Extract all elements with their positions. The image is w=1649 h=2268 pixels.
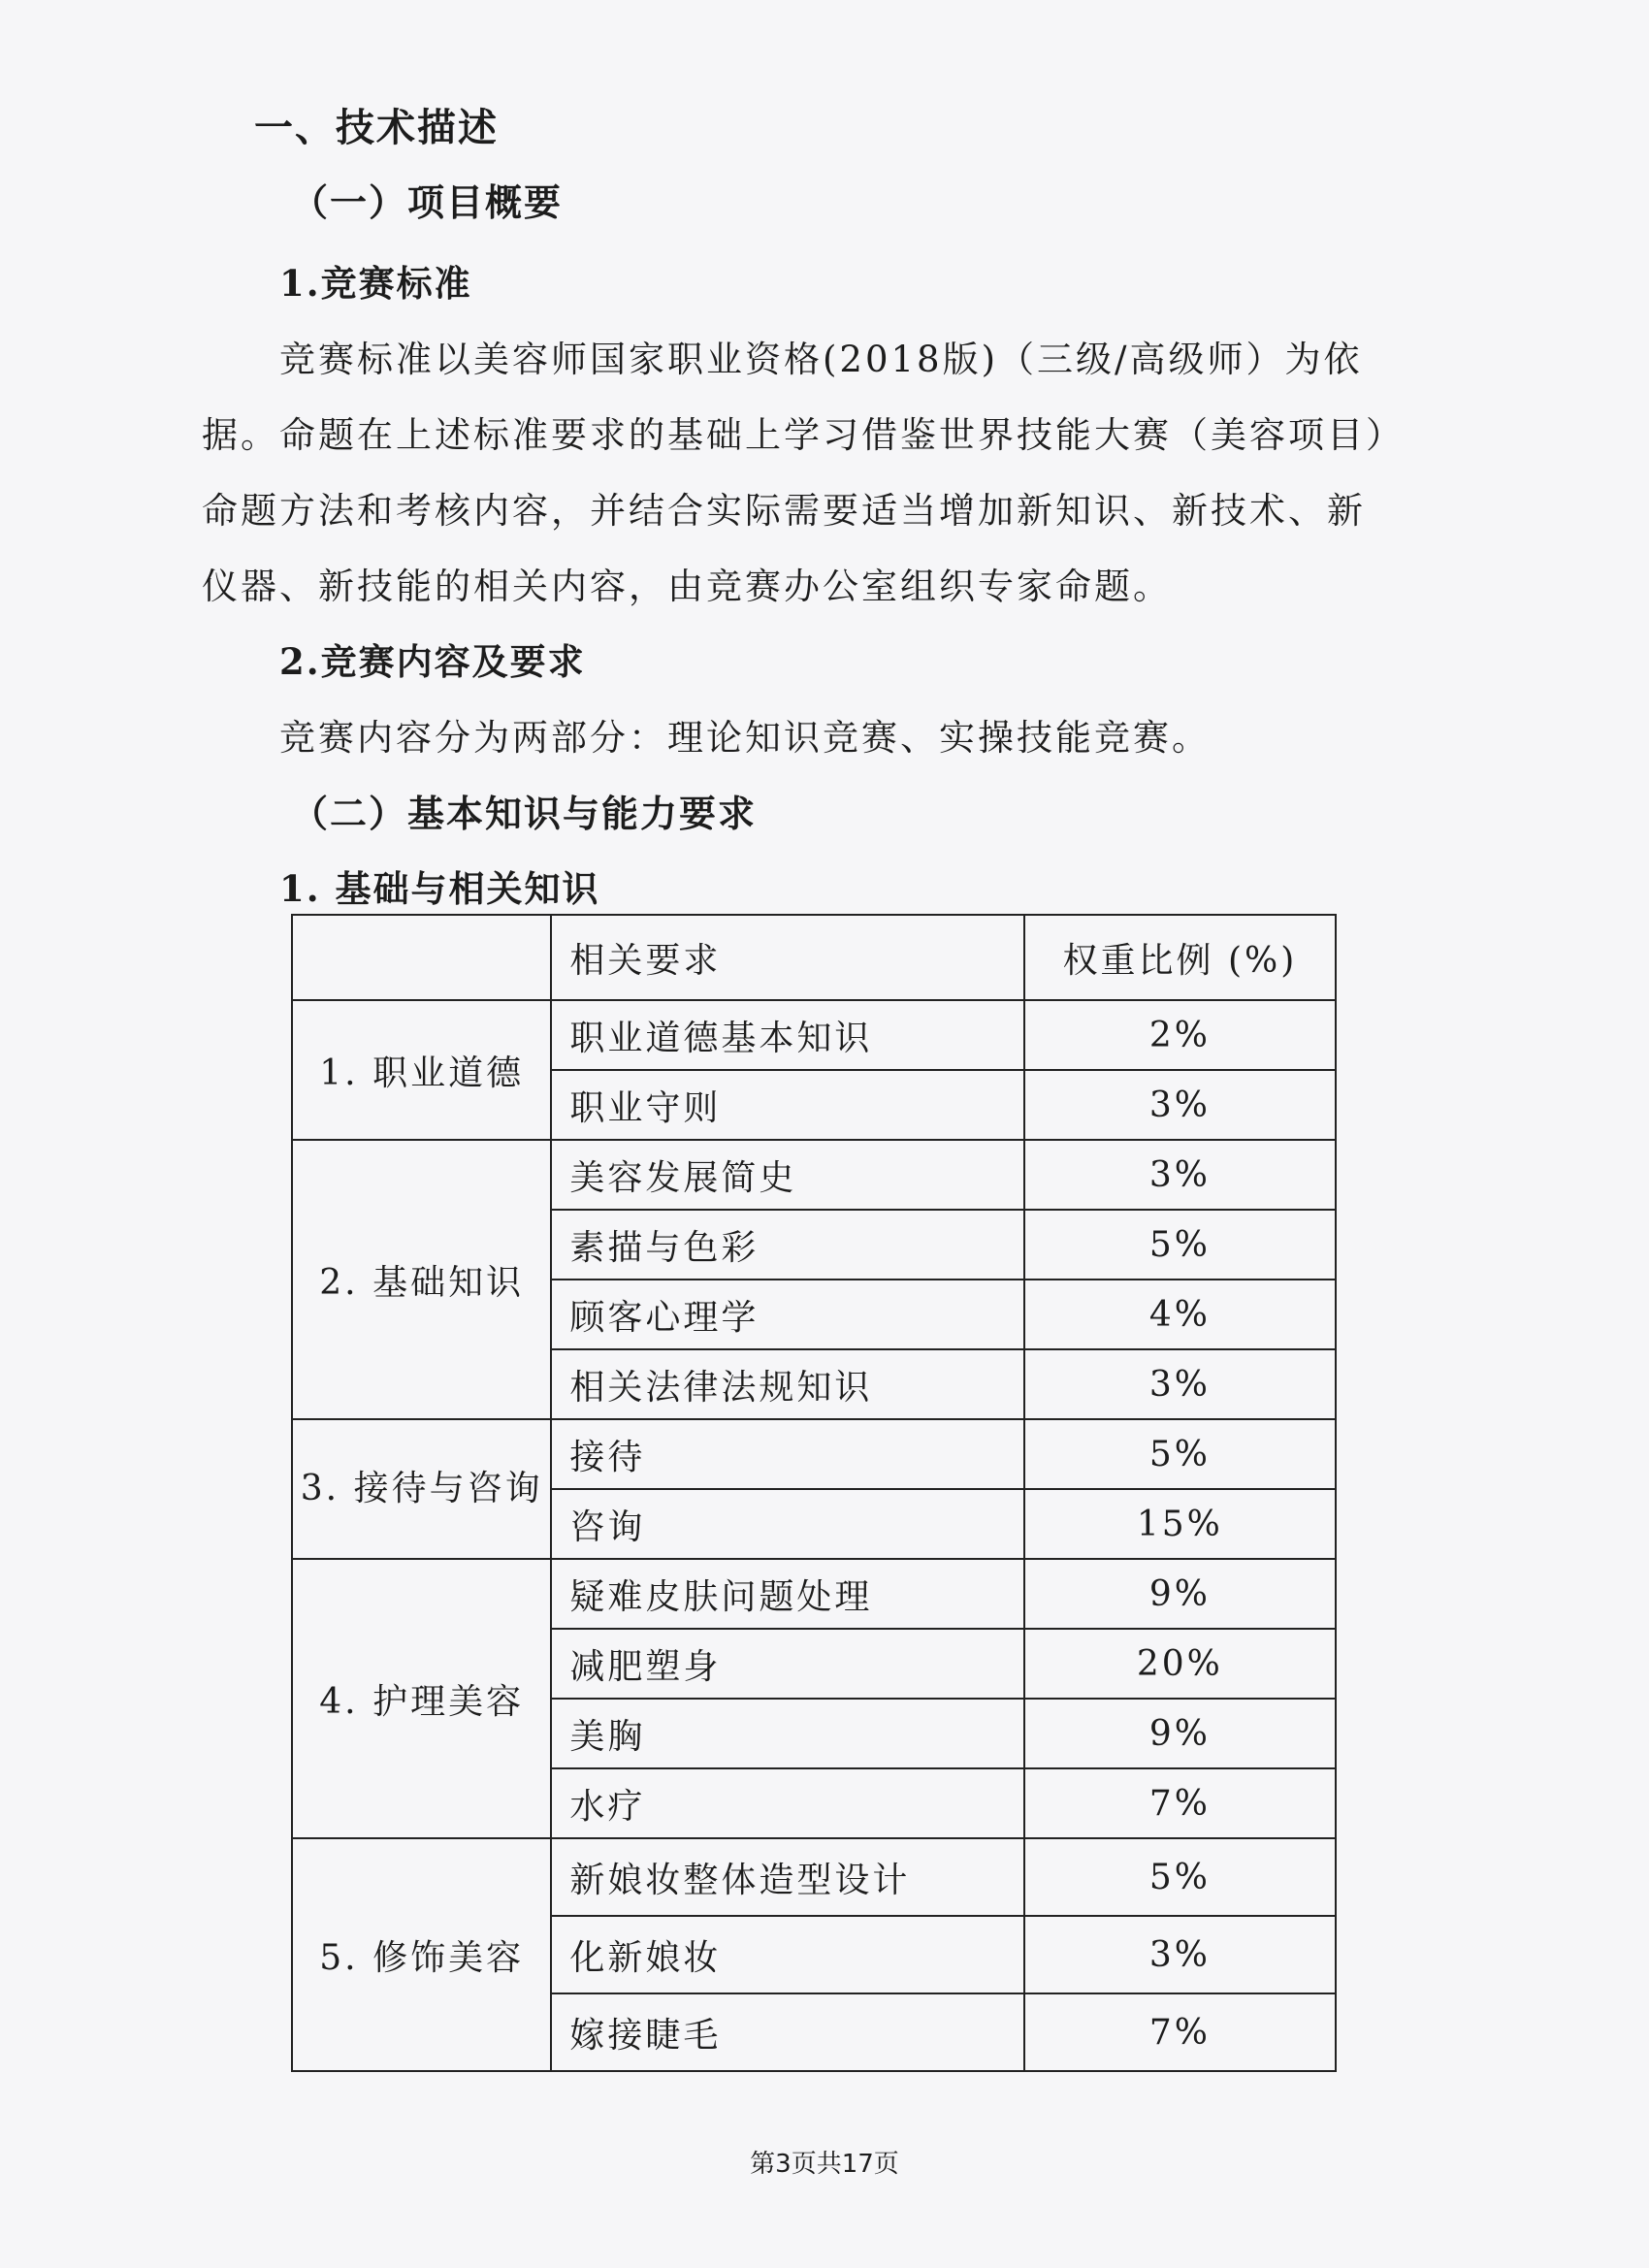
table-weight-cell: 3% — [1024, 1916, 1336, 1993]
table-header-weight: 权重比例 (%) — [1024, 915, 1336, 1000]
table-weight-cell: 7% — [1024, 1993, 1336, 2071]
table-header-category — [292, 915, 551, 1000]
table-category-cell: 1. 职业道德 — [292, 1000, 551, 1140]
page-footer: 第3页共17页 — [750, 2150, 899, 2179]
table-row — [292, 1140, 1336, 1210]
table-weight-cell: 3% — [1024, 1140, 1336, 1210]
table-requirement-cell: 素描与色彩 — [551, 1210, 1023, 1280]
table-weight-cell: 9% — [1024, 1699, 1336, 1768]
paragraph-line-4: 仪器、新技能的相关内容，由竞赛办公室组织专家命题。 — [202, 566, 1172, 607]
table-weight-cell: 3% — [1024, 1349, 1336, 1419]
table-requirement-cell: 接待 — [551, 1419, 1023, 1489]
table-row — [292, 1419, 1336, 1489]
table-requirement-cell: 新娘妆整体造型设计 — [551, 1838, 1023, 1916]
table-weight-cell: 15% — [1024, 1489, 1336, 1559]
paragraph-line-1: 竞赛标准以美容师国家职业资格(2018版)（三级/高级师）为依 — [279, 339, 1363, 380]
table-category-cell: 4. 护理美容 — [292, 1559, 551, 1838]
table-category-cell: 2. 基础知识 — [292, 1140, 551, 1419]
table-row — [292, 1838, 1336, 1916]
heading-competition-standard: 1.竞赛标准 — [279, 262, 472, 305]
requirements-table — [291, 914, 1337, 2072]
table-row — [292, 1000, 1336, 1070]
table-requirement-cell: 美胸 — [551, 1699, 1023, 1768]
table-requirement-cell: 职业守则 — [551, 1070, 1023, 1140]
table-weight-cell: 2% — [1024, 1000, 1336, 1070]
table-weight-cell: 5% — [1024, 1419, 1336, 1489]
table-requirement-cell: 职业道德基本知识 — [551, 1000, 1023, 1070]
heading-competition-content: 2.竞赛内容及要求 — [279, 640, 586, 683]
table-requirement-cell: 顾客心理学 — [551, 1280, 1023, 1349]
table-header-requirement: 相关要求 — [551, 915, 1023, 1000]
table-weight-cell: 4% — [1024, 1280, 1336, 1349]
heading-technical-description: 一、技术描述 — [254, 106, 499, 150]
table-requirement-cell: 减肥塑身 — [551, 1629, 1023, 1699]
table-weight-cell: 7% — [1024, 1768, 1336, 1838]
table-requirement-cell: 水疗 — [551, 1768, 1023, 1838]
heading-basic-knowledge: 1. 基础与相关知识 — [279, 867, 600, 910]
table-row — [292, 1559, 1336, 1629]
heading-project-overview: （一）项目概要 — [291, 181, 564, 224]
table-requirement-cell: 咨询 — [551, 1489, 1023, 1559]
table-header-row — [292, 915, 1336, 1000]
heading-knowledge-requirements: （二）基本知识与能力要求 — [291, 793, 758, 835]
table-category-cell: 3. 接待与咨询 — [292, 1419, 551, 1559]
table-requirement-cell: 嫁接睫毛 — [551, 1993, 1023, 2071]
table-weight-cell: 9% — [1024, 1559, 1336, 1629]
paragraph-line-3: 命题方法和考核内容，并结合实际需要适当增加新知识、新技术、新 — [202, 490, 1366, 532]
paragraph-line-2: 据。命题在上述标准要求的基础上学习借鉴世界技能大赛（美容项目） — [202, 414, 1405, 456]
table-weight-cell: 5% — [1024, 1210, 1336, 1280]
table-requirement-cell: 化新娘妆 — [551, 1916, 1023, 1993]
table-weight-cell: 5% — [1024, 1838, 1336, 1916]
table-requirement-cell: 相关法律法规知识 — [551, 1349, 1023, 1419]
table-requirement-cell: 疑难皮肤问题处理 — [551, 1559, 1023, 1629]
table-weight-cell: 20% — [1024, 1629, 1336, 1699]
table-category-cell: 5. 修饰美容 — [292, 1838, 551, 2071]
table-requirement-cell: 美容发展简史 — [551, 1140, 1023, 1210]
table-weight-cell: 3% — [1024, 1070, 1336, 1140]
paragraph-content: 竞赛内容分为两部分：理论知识竞赛、实操技能竞赛。 — [279, 717, 1211, 759]
